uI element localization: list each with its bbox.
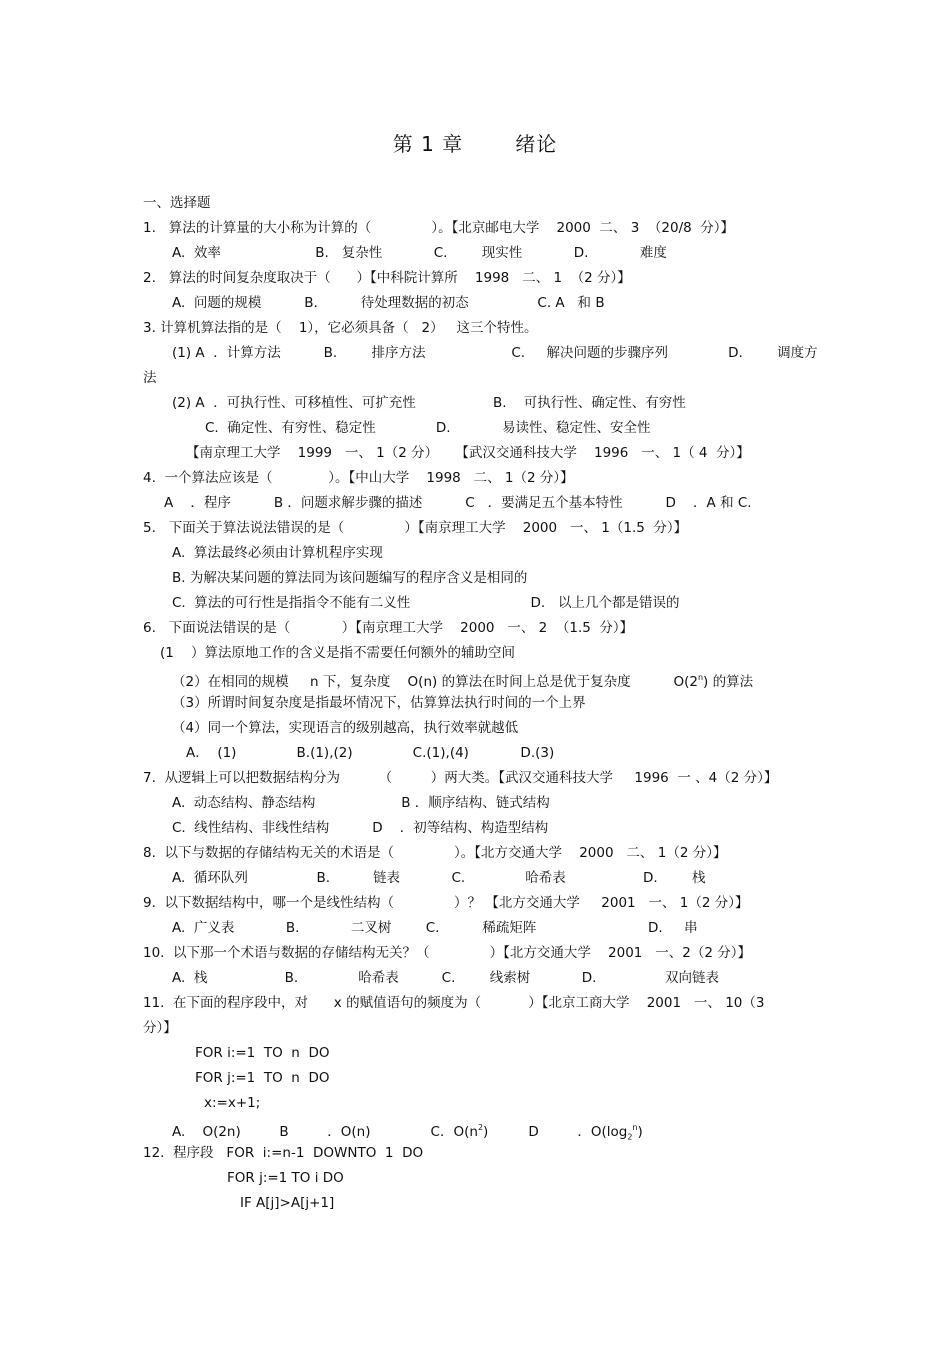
q11-log-base: 2 [627, 1132, 633, 1142]
q6-statement-3: （3）所谓时间复杂度是指最坏情况下，估算算法执行时间的一个上界 [172, 695, 586, 711]
q3-part1-wrap: 法 [143, 370, 157, 386]
q3-source: 【南京理工大学 1999 一、 1（2 分） 【武汉交通科技大学 1996 一、 1（ 4 分）】 [186, 445, 750, 461]
q6-statement-2-text: （2）在相同的规模 n 下，复杂度 O(n) 的算法在时间上总是优于复杂度 O(2 [172, 674, 698, 690]
q6-options: A． (1) B.(1),(2) C.(1),(4) D.(3) [186, 745, 555, 761]
q11-option-c-close: ) [483, 1124, 489, 1140]
q11-code-line-2: FOR j:=1 TO n DO [195, 1070, 330, 1086]
q11-option-d: D ．O(log [528, 1124, 628, 1140]
q12-code-line-1: FOR j:=1 TO i DO [227, 1170, 344, 1186]
q9-options: A. 广义表 B. 二叉树 C. 稀疏矩阵 D. 串 [172, 920, 698, 936]
q6-exponent: n [697, 673, 704, 682]
q11-option-d-close: ) [637, 1124, 643, 1140]
q10-options: A. 栈 B. 哈希表 C. 线索树 D. 双向链表 [172, 970, 720, 986]
question-3: 3. 计算机算法指的是（ 1），它必须具备（ 2） 这三个特性。 [143, 320, 538, 336]
question-6: 6. 下面说法错误的是（ ）【南京理工大学 2000 一、 2 （1.5 分）】 [143, 620, 634, 636]
q11-code-line-3: x:=x+1; [204, 1095, 261, 1111]
question-5: 5. 下面关于算法说法错误的是（ ）【南京理工大学 2000 一、 1（1.5 分）】 [143, 520, 688, 536]
q12-code-line-2: IF A[j]>A[j+1] [240, 1195, 335, 1211]
q6-statement-2-tail: ) 的算法 [703, 674, 754, 690]
q4-options: A ．程序 B ．问题求解步骤的描述 C ．要满足五个基本特性 D ．A 和 C. [164, 495, 752, 511]
q1-options: A. 效率 B. 复杂性 C. 现实性 D. 难度 [172, 245, 667, 261]
question-2: 2. 算法的时间复杂度取决于（ ）【中科院计算所 1998 二、 1 （2 分）】 [143, 270, 631, 286]
q7-options-cd: C. 线性结构、非线性结构 D ．初等结构、构造型结构 [172, 820, 549, 836]
q11-options [172, 1119, 643, 1147]
question-11: 11. 在下面的程序段中，对 x 的赋值语句的频度为（ ）【北京工商大学 2001 一、 10（3 [143, 995, 765, 1011]
q3-part2-options-cont: C. 确定性、有穷性、稳定性 D. 易读性、稳定性、安全性 [205, 420, 651, 436]
q6-statement-4: （4）同一个算法，实现语言的级别越高，执行效率就越低 [172, 720, 519, 736]
q8-options: A. 循环队列 B. 链表 C. 哈希表 D. 栈 [172, 870, 706, 886]
q11-log-exponent: n [632, 1123, 638, 1132]
q5-option-a: A. 算法最终必须由计算机程序实现 [172, 545, 383, 561]
q6-statement-1: (1 ）算法原地工作的含义是指不需要任何额外的辅助空间 [160, 645, 516, 661]
chapter-title [0, 128, 950, 157]
chapter-label: 第 1 章 [392, 132, 464, 156]
chapter-name: 绪论 [515, 132, 558, 156]
question-1: 1. 算法的计算量的大小称为计算的（ ）。【北京邮电大学 2000 二、 3 （20/8 分）】 [143, 220, 735, 236]
question-8: 8. 以下与数据的存储结构无关的术语是（ ）。【北方交通大学 2000 二、 1（2 分）】 [143, 845, 727, 861]
question-4: 4. 一个算法应该是（ ）。【中山大学 1998 二、 1（2 分）】 [143, 470, 574, 486]
q11-exponent-2: 2 [477, 1123, 484, 1132]
question-11-wrap: 分）】 [143, 1020, 177, 1036]
question-12: 12. 程序段 FOR i:=n-1 DOWNTO 1 DO [143, 1145, 424, 1161]
q2-options: A. 问题的规模 B. 待处理数据的初态 C. A 和 B [172, 295, 605, 311]
section-heading: 一、选择题 [143, 195, 211, 211]
q5-option-cd: C. 算法的可行性是指指令不能有二义性 D. 以上几个都是错误的 [172, 595, 680, 611]
question-9: 9. 以下数据结构中，哪一个是线性结构（ ）？ 【北方交通大学 2001 一、 1（2 分）】 [143, 895, 749, 911]
question-7: 7. 从逻辑上可以把数据结构分为 （ ）两大类。【武汉交通科技大学 1996 一 、4（2 分）】 [143, 770, 778, 786]
q5-option-b: B. 为解决某问题的算法同为该问题编写的程序含义是相同的 [172, 570, 528, 586]
q3-part2-options: (2) A ．可执行性、可移植性、可扩充性 B. 可执行性、确定性、有穷性 [172, 395, 686, 411]
q3-part1-options: (1) A ．计算方法 B. 排序方法 C. 解决问题的步骤序列 D. 调度方 [172, 345, 818, 361]
q11-code-line-1: FOR i:=1 TO n DO [195, 1045, 330, 1061]
q6-statement-2 [172, 669, 753, 691]
q11-options-text: A. O(2n) B ．O(n) C．O(n [172, 1124, 478, 1140]
q7-options-ab: A. 动态结构、静态结构 B ．顺序结构、链式结构 [172, 795, 550, 811]
question-10: 10. 以下那一个术语与数据的存储结构无关？（ ）【北方交通大学 2001 一、2（2 分）】 [143, 945, 751, 961]
